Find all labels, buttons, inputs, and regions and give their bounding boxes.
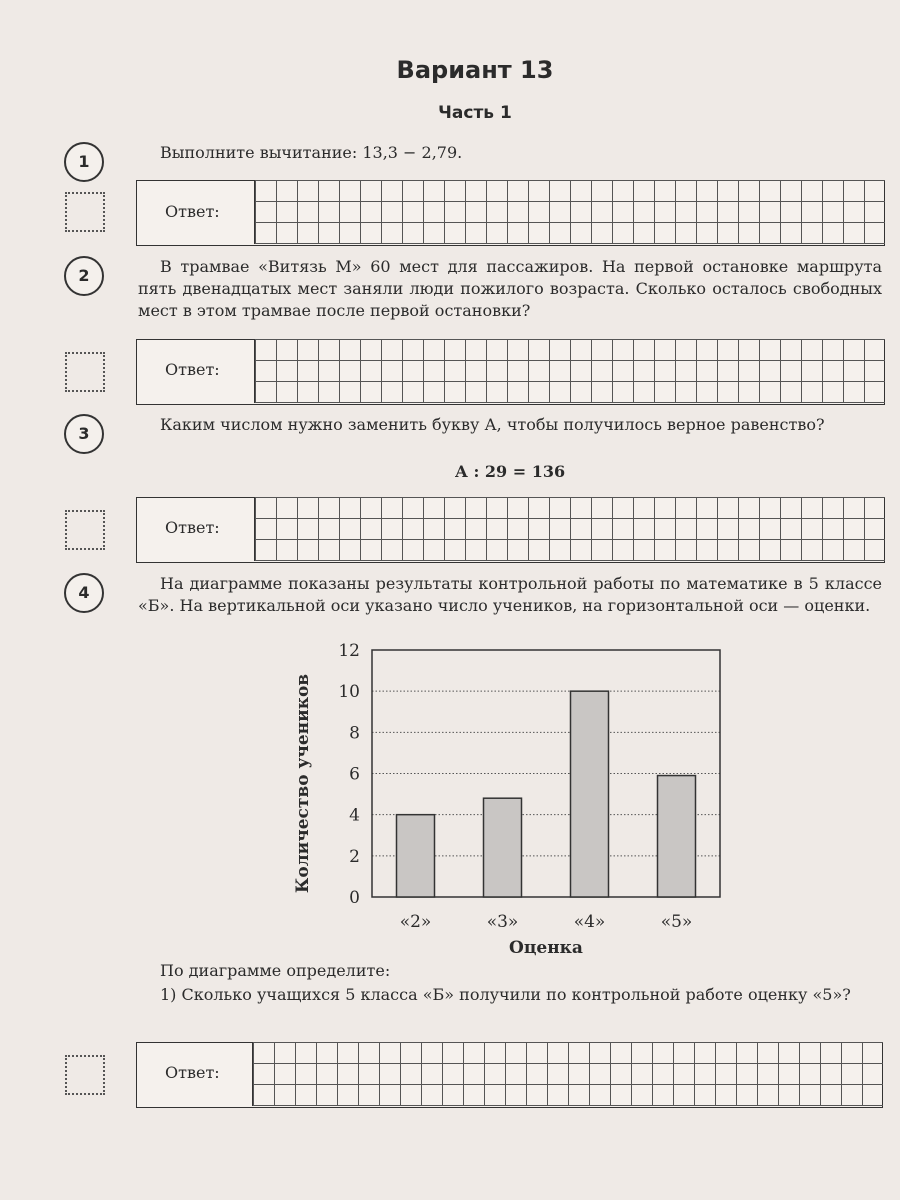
score-box-4 xyxy=(65,1055,105,1095)
y-tick-label: 6 xyxy=(349,764,360,785)
answer-box-4 xyxy=(136,1042,883,1108)
x-tick-label: «3» xyxy=(486,912,519,932)
question-text-2: В трамвае «Витязь М» 60 мест для пассажиров. На первой остановке маршрута пять двенадцатых мест заняли люди пожилого возраста. Сколько осталось свободных мест в этом трамвае после первой остановки? xyxy=(138,257,882,320)
y-tick-label: 8 xyxy=(349,723,360,744)
question-text-1: Выполните вычитание: 13,3 − 2,79. xyxy=(160,143,463,162)
x-tick-label: «5» xyxy=(660,912,693,932)
question-number-4: 4 xyxy=(64,573,104,613)
question-number-1: 1 xyxy=(64,142,104,182)
part-title: Часть 1 xyxy=(438,103,512,123)
answer-label-4: Ответ: xyxy=(165,1063,220,1082)
answer-box-1 xyxy=(136,180,885,246)
y-tick-label: 12 xyxy=(338,641,360,661)
question-text-4: На диаграмме показаны результаты контрольной работы по математике в 5 классе «Б». На вертикальной оси указано число учеников, на горизонтальной оси — оценки. xyxy=(138,574,882,615)
x-tick-label: «4» xyxy=(573,912,606,932)
y-tick-label: 4 xyxy=(349,805,360,826)
equation: А : 29 = 136 xyxy=(454,462,566,481)
answer-grid-3[interactable] xyxy=(254,497,885,561)
y-axis-label: Количество учеников xyxy=(293,673,313,894)
y-tick-label: 10 xyxy=(338,682,360,703)
answer-label-3: Ответ: xyxy=(165,518,220,537)
answer-label-1: Ответ: xyxy=(165,202,220,221)
answer-box-2 xyxy=(136,339,885,405)
subquestion-text: 1) Сколько учащихся 5 класса «Б» получили по контрольной работе оценку «5»? xyxy=(160,985,851,1004)
answer-grid-2[interactable] xyxy=(254,339,885,403)
question-number-3: 3 xyxy=(64,414,104,454)
bar xyxy=(658,776,696,897)
bar xyxy=(484,798,522,897)
y-tick-label: 2 xyxy=(349,846,360,867)
answer-grid-1[interactable] xyxy=(254,180,885,244)
answer-grid-4[interactable] xyxy=(252,1042,883,1106)
question-number-2: 2 xyxy=(64,256,104,296)
bar-chart xyxy=(270,630,750,960)
page-title: Вариант 13 xyxy=(396,56,554,84)
bar xyxy=(397,815,435,897)
question-text-3: Каким числом нужно заменить букву А, чтобы получилось верное равенство? xyxy=(160,415,825,434)
y-tick-label: 0 xyxy=(349,888,360,908)
score-box-1 xyxy=(65,192,105,232)
answer-label-2: Ответ: xyxy=(165,360,220,379)
score-box-2 xyxy=(65,352,105,392)
chart-prompt: По диаграмме определите: xyxy=(160,961,391,980)
chart-svg xyxy=(270,630,750,960)
bar xyxy=(571,691,609,897)
x-axis-label: Оценка xyxy=(509,938,583,958)
x-tick-label: «2» xyxy=(399,912,432,932)
answer-box-3 xyxy=(136,497,885,563)
score-box-3 xyxy=(65,510,105,550)
